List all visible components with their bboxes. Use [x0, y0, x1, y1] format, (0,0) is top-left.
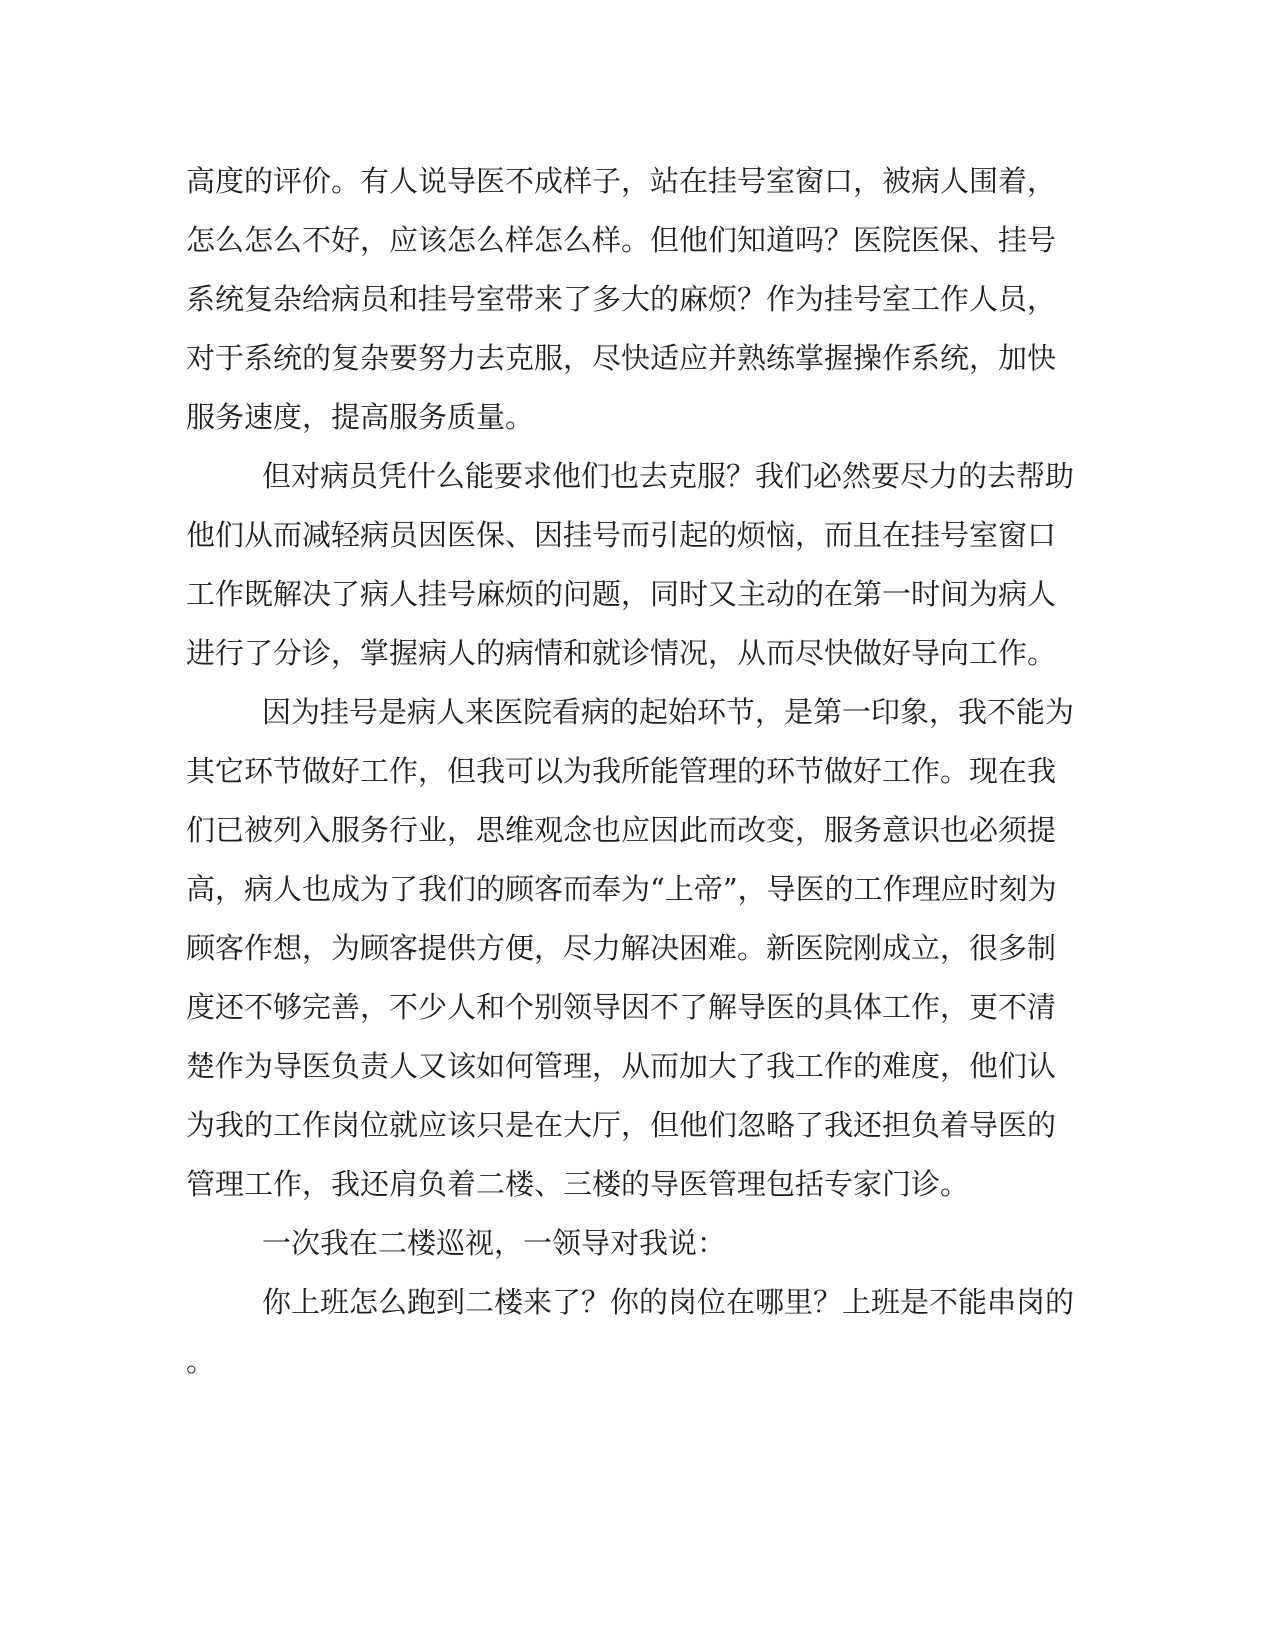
paragraph-line: 楚作为导医负责人又该如何管理，从而加大了我工作的难度，他们认 — [186, 1049, 1057, 1083]
paragraph-line: 对于系统的复杂要努力去克服，尽快适应并熟练掌握操作系统，加快 — [186, 341, 1057, 375]
paragraph-line: 因为挂号是病人来医院看病的起始环节，是第一印象，我不能为 — [262, 695, 1075, 729]
paragraph-line: 工作既解决了病人挂号麻烦的问题，同时又主动的在第一时间为病人 — [186, 577, 1057, 611]
paragraph-line: 服务速度，提高服务质量。 — [186, 400, 535, 434]
paragraph-line: 。 — [186, 1344, 216, 1378]
paragraph-line: 怎么怎么不好，应该怎么样怎么样。但他们知道吗？医院医保、挂号 — [186, 223, 1057, 257]
paragraph-line: 一次我在二楼巡视，一领导对我说： — [262, 1226, 727, 1260]
paragraph-line: 他们从而减轻病员因医保、因挂号而引起的烦恼，而且在挂号室窗口 — [186, 518, 1057, 552]
paragraph-line: 你上班怎么跑到二楼来了？你的岗位在哪里？上班是不能串岗的 — [262, 1285, 1075, 1319]
paragraph-line: 其它环节做好工作，但我可以为我所能管理的环节做好工作。现在我 — [186, 754, 1057, 788]
paragraph-line: 进行了分诊，掌握病人的病情和就诊情况，从而尽快做好导向工作。 — [186, 636, 1057, 670]
paragraph-line: 为我的工作岗位就应该只是在大厅，但他们忽略了我还担负着导医的 — [186, 1108, 1057, 1142]
paragraph-line: 高，病人也成为了我们的顾客而奉为“上帝”，导医的工作理应时刻为 — [186, 872, 1057, 906]
paragraph-line: 系统复杂给病员和挂号室带来了多大的麻烦？作为挂号室工作人员， — [186, 282, 1057, 316]
paragraph-line: 但对病员凭什么能要求他们也去克服？我们必然要尽力的去帮助 — [262, 459, 1075, 493]
paragraph-line: 高度的评价。有人说导医不成样子，站在挂号室窗口，被病人围着， — [186, 164, 1057, 198]
paragraph-line: 度还不够完善，不少人和个别领导因不了解导医的具体工作，更不清 — [186, 990, 1057, 1024]
paragraph-line: 管理工作，我还肩负着二楼、三楼的导医管理包括专家门诊。 — [186, 1167, 970, 1201]
paragraph-line: 顾客作想，为顾客提供方便，尽力解决困难。新医院刚成立，很多制 — [186, 931, 1057, 965]
paragraph-line: 们已被列入服务行业，思维观念也应因此而改变，服务意识也必须提 — [186, 813, 1057, 847]
